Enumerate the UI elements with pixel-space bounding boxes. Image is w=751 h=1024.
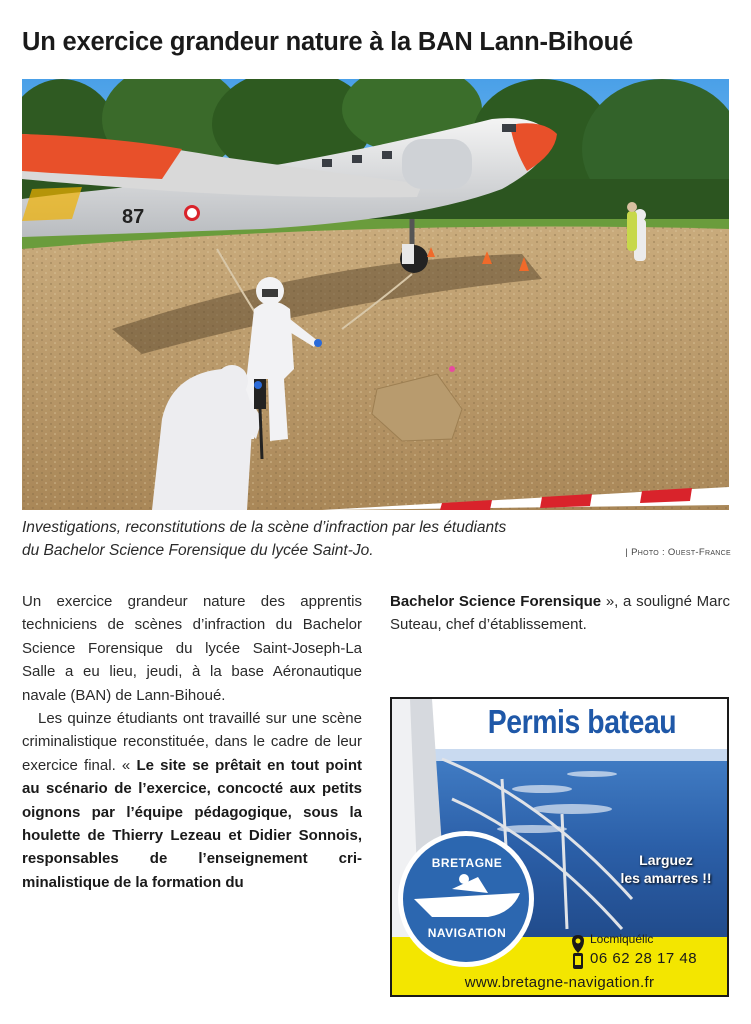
article-column-right (390, 590, 730, 637)
advertisement[interactable] (390, 697, 729, 997)
article-photo (22, 79, 729, 510)
caption-line-1: Investigations, reconstitutions de la scène d’infraction par les étudiants (22, 519, 507, 536)
article-headline: Un exercice grandeur nature à la BAN Lann-Bihoué (22, 28, 634, 56)
phone-icon (573, 953, 583, 969)
paragraph-1: Un exercice grandeur nature des apprentis techniciens de scènes d’infraction du Bachelor Science Forensique du lycée Saint-Joseph-La Salle a eu lieu, jeudi, à la base Aéronautique navale (BAN) de Lann-Bihoué. (22, 593, 362, 704)
paragraph-3-text: », a souligné Marc Suteau, chef d’établissement. (390, 593, 730, 634)
photo-credit: | Photo : Ouest-France (625, 547, 731, 558)
quote-bold-end: Bachelor Science Forensique (390, 593, 602, 610)
article-column-left (22, 590, 362, 894)
quote-bold: Le site se prêtait en tout point au scénario de l’exercice, concocté aux petits oignons par l’équipe pédagogique, sous la houlette de Thierry Lezeau et Didier Sonnois, responsables de l’enseignement criminalistique de la formation du (22, 756, 362, 891)
ad-slogan (606, 851, 726, 887)
paragraph-2-text: Les quinze étudiants ont travaillé sur une scène criminalistique reconstituée, dans le cadre de leur exercice final. « (22, 710, 362, 774)
paragraph-3 (390, 590, 730, 637)
plane-number: 87 (122, 206, 145, 228)
ad-title: Permis bateau (487, 703, 677, 740)
ad-brand-top: BRETAGNE (431, 856, 503, 870)
ad-slogan-line-1: Larguez (639, 852, 693, 868)
ad-url-link[interactable]: www.bretagne-navigation.fr (464, 974, 655, 991)
ad-brand-bottom: NAVIGATION (427, 926, 507, 940)
paragraph-2 (22, 707, 362, 894)
ad-city: Locmiquélic (590, 932, 654, 946)
ad-phone[interactable]: 06 62 28 17 48 (590, 950, 698, 967)
ad-slogan-line-2: les amarres !! (620, 870, 712, 886)
crime-scene-photo (22, 79, 729, 510)
caption-line-2: du Bachelor Science Forensique du lycée Saint-Jo. (22, 542, 374, 559)
